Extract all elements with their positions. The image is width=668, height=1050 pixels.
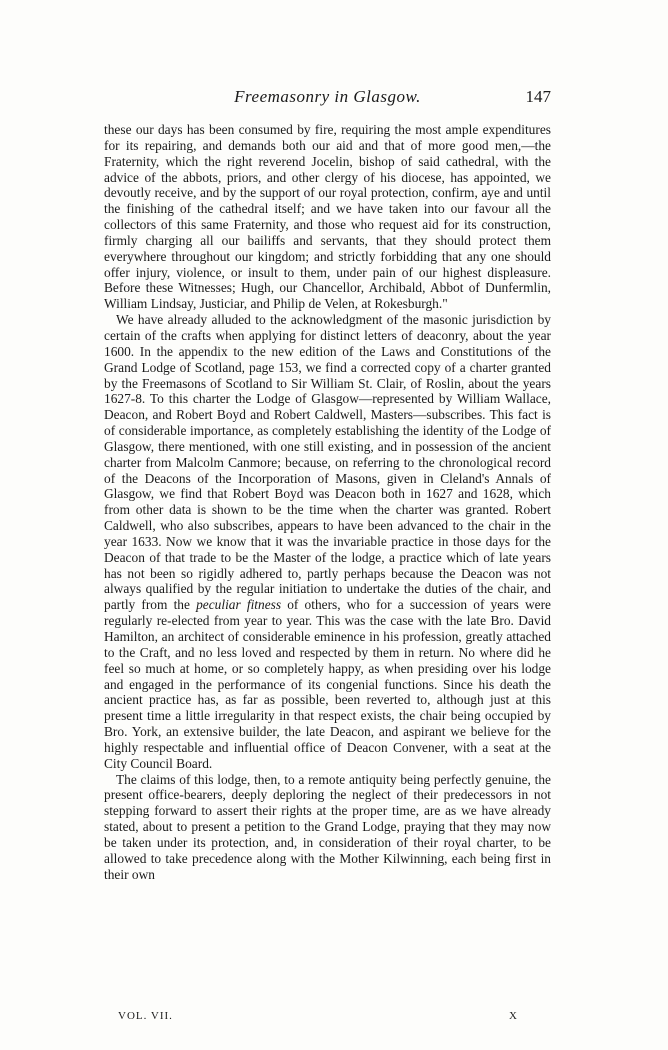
paragraph-3: The claims of this lodge, then, to a remote antiquity being perfectly genuine, the present office-bearers, deeply deploring the neglect of their predecessors in not stepping forward to assert their rights at the proper time, are as we have already stated, about to present a petition to the Grand Lodge, praying that they may now be taken under its protection, and, in consideration of their royal charter, to be allowed to take precedence along with the Mother Kilwinning, each being first in their own: [104, 771, 551, 882]
volume-line: VOL. VII.: [118, 1010, 173, 1022]
book-page: [104, 86, 551, 883]
running-title: Freemasonry in Glasgow.: [234, 87, 421, 106]
paragraph-2-part-1: We have already alluded to the acknowledgment of the masonic jurisdiction by certain of the crafts when applying for distinct letters of deaconry, about the year 1600. In the appendix to the new edition of the Laws and Constitutions of the Grand Lodge of Scotland, page 153, we find a corrected copy of a charter granted by the Freemasons of Scotland to Sir William St. Clair, of Roslin, about the years 1627-8. To this charter the Lodge of Glasgow—represented by William Wallace, Deacon, and Robert Boyd and Robert Caldwell, Masters—subscribes. This fact is of considerable importance, as completely establishing the identity of the Lodge of Glasgow, there mentioned, with one still existing, and in possession of the ancient charter from Malcolm Canmore; because, on referring to the chronological record of the Deacons of the Incorporation of Masons, given in Cleland's Annals of Glasgow, we find that Robert Boyd was Deacon both in 1627 and 1628, which from other data is shown to be the time when the charter was granted. Robert Caldwell, who also subscribes, appears to have been advanced to the chair in the year 1633. Now we know that it was the invariable practice in those days for the Deacon of that trade to be the Master of the lodge, a practice which of late years has not been so rigidly adhered to, partly perhaps because the Deacon was not always qualified by the regular initiation to undertake the duties of the chair, and partly from the: [104, 312, 551, 613]
emphasis-peculiar-fitness: peculiar fitness: [196, 597, 282, 613]
paragraph-2-part-2: of others, who for a succession of years were regularly re-elected from year to year. This was the case with the late Bro. David Hamilton, an architect of considerable eminence in his profession, greatly attached to the Craft, and no less loved and respected by them in return. No where did he feel so much at home, or so completely happy, as when presiding over his lodge and engaged in the performance of its congenial functions. Since his death the ancient practice has, as far as possible, been reverted to, although just at this present time a little irregularity in that respect exists, the chair being occupied by Bro. York, an extensive builder, the late Deacon, and aspirant we believe for the highly respectable and influential office of Deacon Convener, with a seat at the City Council Board.: [104, 597, 551, 771]
page-header: [104, 86, 551, 108]
page-body: [104, 122, 551, 883]
paragraph-2: [104, 312, 551, 771]
signature-mark: X: [509, 1010, 518, 1022]
page-footer: [118, 1010, 518, 1022]
page-number: 147: [525, 87, 551, 106]
paragraph-1: these our days has been consumed by fire, requiring the most ample expenditures for its repairing, and demands both our aid and that of more good men,—the Fraternity, which the right reverend Jocelin, bishop of said cathedral, with the advice of the abbots, priors, and other clergy of his diocese, has appointed, we devoutly receive, and by the support of our royal protection, confirm, aye and until the finishing of the cathedral itself; and we have taken into our favour all the collectors of this same Fraternity, and those who request aid for its construction, firmly charging all our bailiffs and servants, that they should protect them everywhere throughout our kingdom; and strictly forbidding that any one should offer injury, violence, or insult to them, under pain of our highest displeasure. Before these Witnesses; Hugh, our Chancellor, Archibald, Abbot of Dunfermlin, William Lindsay, Justiciar, and Philip de Velen, at Rokesburgh.": [104, 122, 551, 312]
